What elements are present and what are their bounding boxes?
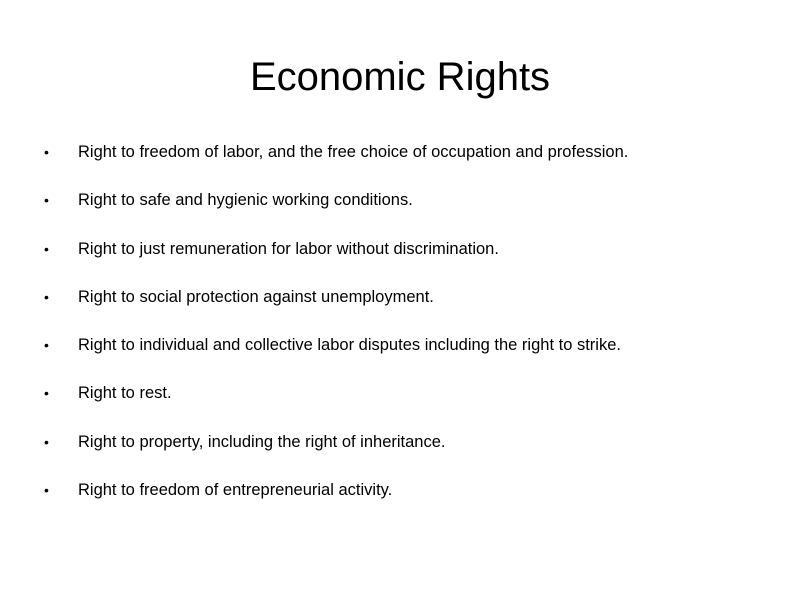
slide-title: Economic Rights — [249, 55, 551, 99]
bullet-text: Right to social protection against unemployment. — [78, 287, 434, 306]
bullet-text: Right to safe and hygienic working conditions. — [78, 191, 413, 210]
list-item — [44, 140, 784, 188]
bullet-icon: • — [44, 288, 49, 305]
bullet-icon: • — [44, 240, 49, 257]
bullet-icon: • — [44, 144, 49, 160]
list-item — [44, 237, 784, 285]
list-item — [44, 333, 784, 381]
bullet-icon: • — [44, 192, 49, 209]
bullet-icon: • — [44, 337, 49, 354]
list-item — [44, 430, 784, 478]
list-item — [44, 285, 784, 333]
bullet-text: Right to freedom of entrepreneurial activity. — [78, 481, 393, 500]
bullet-text: Right to freedom of labor, and the free choice of occupation and profession. — [78, 143, 629, 161]
list-item — [44, 478, 784, 526]
bullet-icon: • — [44, 482, 49, 499]
bullet-list — [44, 140, 784, 526]
bullet-text: Right to individual and collective labor disputes including the right to strike. — [78, 336, 621, 355]
list-item — [44, 188, 784, 236]
bullet-icon: • — [44, 385, 49, 402]
bullet-text: Right to property, including the right of inheritance. — [78, 432, 446, 451]
bullet-text: Right to rest. — [78, 384, 172, 403]
bullet-icon: • — [44, 433, 49, 450]
list-item — [44, 381, 784, 429]
bullet-text: Right to just remuneration for labor without discrimination. — [78, 239, 499, 258]
